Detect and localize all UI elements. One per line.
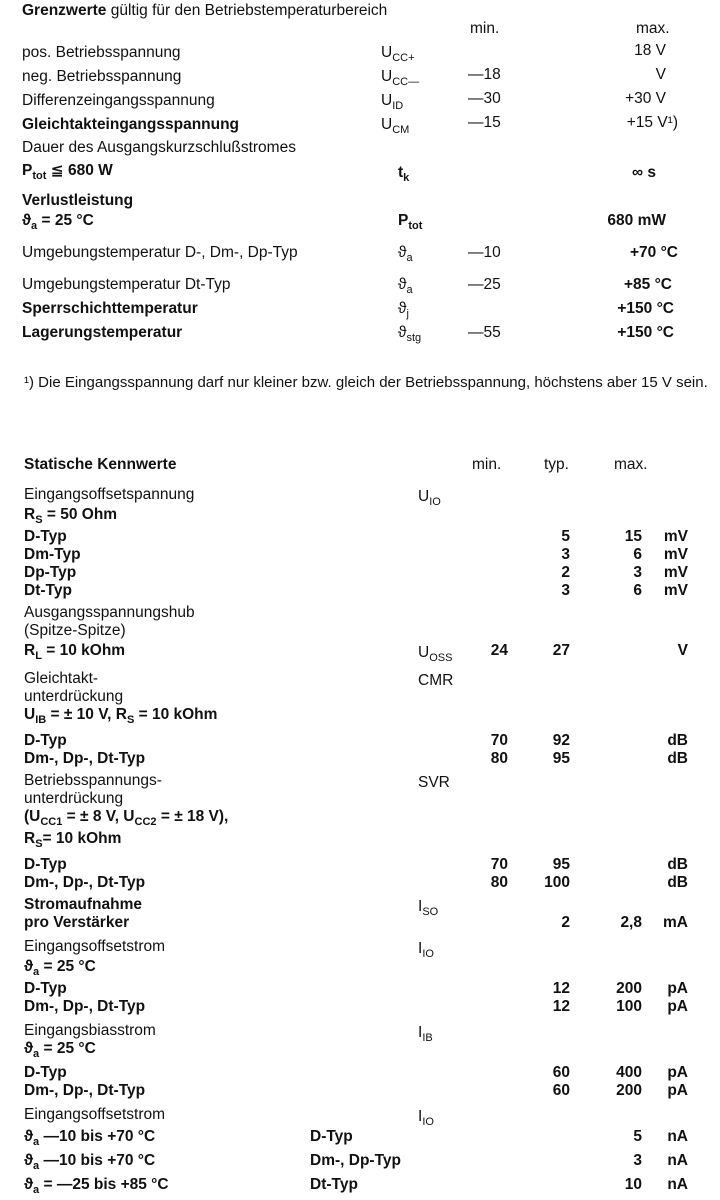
static-row-label: $ϑ_a$ —10 bis +70 °C xyxy=(24,1152,156,1172)
limit-label: neg. Betriebsspannung xyxy=(22,68,182,85)
static-row-typ: 92 xyxy=(552,732,570,749)
static-row-typ: 3 xyxy=(561,546,570,563)
limit-max: +15 V¹) xyxy=(626,114,678,131)
footnote: ¹) Die Eingangsspannung darf nur kleiner bzw. gleich der Betriebsspannung, höchstens aber 15 V sein. xyxy=(24,374,708,391)
static-row-label: $ϑ_a = 25$ °C xyxy=(24,1040,96,1060)
static-row-label: D-Typ xyxy=(24,980,67,997)
limits-col-max: max. xyxy=(636,20,670,37)
static-row-label: unterdrückung xyxy=(24,688,124,705)
static-row-typ: 2 xyxy=(561,564,570,581)
static-row-label: Dm-Typ xyxy=(24,546,81,563)
static-row-unit: mV xyxy=(663,528,688,545)
limit-label: Umgebungstemperatur Dt-Typ xyxy=(22,276,231,293)
static-row-label: D-Typ xyxy=(24,1064,67,1081)
static-row-label: D-Typ xyxy=(24,732,67,749)
static-row-label: Betriebsspannungs- xyxy=(24,772,162,789)
static-row-type: Dm-, Dp-Typ xyxy=(310,1152,401,1169)
static-row-unit: nA xyxy=(667,1128,688,1145)
static-row-label: $R_S = 50$ Ohm xyxy=(24,506,118,526)
static-row-unit: mV xyxy=(663,564,688,581)
limit-max: +70 °C xyxy=(630,244,678,261)
static-row-label: Dp-Typ xyxy=(24,564,77,581)
static-row-type: Dt-Typ xyxy=(310,1176,358,1193)
static-row-label: Dm-, Dp-, Dt-Typ xyxy=(24,1082,146,1099)
static-row-label: Eingangsbiasstrom xyxy=(24,1022,156,1039)
static-row-label: Gleichtakt- xyxy=(24,670,99,687)
static-row-max: 200 xyxy=(616,1082,642,1099)
static-row-min: 80 xyxy=(490,750,508,767)
static-row-unit: dB xyxy=(667,750,688,767)
limit-max: 18 V xyxy=(634,42,666,59)
static-row-max: 3 xyxy=(633,564,642,581)
limit-symbol: $U_{CC—}$ xyxy=(381,68,420,88)
limit-symbol: $ϑ_a$ xyxy=(398,244,413,264)
static-row-unit: nA xyxy=(667,1176,688,1193)
limit-symbol: $t_k$ xyxy=(398,164,410,184)
static-row-label: (Spitze-Spitze) xyxy=(24,622,126,639)
static-row-label: $U_{IB}$ = ± 10 V, $R_S = 10$ kOhm xyxy=(24,706,218,726)
static-row-unit: pA xyxy=(667,1082,688,1099)
static-row-label: $ϑ_a$ = —25 bis +85 °C xyxy=(24,1176,169,1196)
static-row-max: 100 xyxy=(616,998,642,1015)
static-row-label: Eingangsoffsetspannung xyxy=(24,486,195,503)
static-row-unit: mV xyxy=(663,582,688,599)
limit-min: —10 xyxy=(468,244,501,261)
static-row-symbol: $I_{SO}$ xyxy=(418,898,439,918)
static-row-typ: 5 xyxy=(561,528,570,545)
static-row-symbol: $U_{OSS}$ xyxy=(418,644,453,664)
limit-min: —25 xyxy=(468,276,501,293)
static-row-typ: 95 xyxy=(552,856,570,873)
static-row-max: 400 xyxy=(616,1064,642,1081)
static-row-typ: 95 xyxy=(552,750,570,767)
static-row-label: unterdrückung xyxy=(24,790,124,807)
limit-label: $P_{tot}$ ≦ 680 W xyxy=(22,162,113,182)
limit-symbol: $ϑ_j$ xyxy=(398,300,409,320)
limit-min: —55 xyxy=(468,324,501,341)
static-row-unit: pA xyxy=(667,998,688,1015)
limit-label: Sperrschichttemperatur xyxy=(22,300,198,317)
static-row-unit: nA xyxy=(667,1152,688,1169)
static-row-symbol: SVR xyxy=(418,774,450,791)
static-row-label: Eingangsoffsetstrom xyxy=(24,938,166,955)
limit-symbol: $ϑ_a$ xyxy=(398,276,413,296)
static-row-label: Dm-, Dp-, Dt-Typ xyxy=(24,874,146,891)
static-row-max: 10 xyxy=(624,1176,642,1193)
limit-symbol: $P_{tot}$ xyxy=(398,212,423,232)
static-row-typ: 27 xyxy=(552,642,570,659)
static-row-max: 2,8 xyxy=(620,914,642,931)
static-row-unit: dB xyxy=(667,874,688,891)
limit-max: ∞ s xyxy=(632,164,656,181)
limit-max: +150 °C xyxy=(617,324,674,341)
limit-label: Differenzeingangsspannung xyxy=(22,92,215,109)
static-row-max: 6 xyxy=(633,582,642,599)
limits-col-min: min. xyxy=(470,20,500,37)
static-row-typ: 12 xyxy=(552,980,570,997)
static-row-unit: pA xyxy=(667,1064,688,1081)
static-row-label: ($U_{CC1}$ = ± 8 V, $U_{CC2}$ = ± 18 V), xyxy=(24,808,229,828)
static-row-typ: 2 xyxy=(561,914,570,931)
limit-max: V xyxy=(655,66,666,83)
limit-label: Verlustleistung xyxy=(22,192,134,209)
static-title: Statische Kennwerte xyxy=(24,456,177,473)
static-row-label: D-Typ xyxy=(24,528,67,545)
limit-label: Lagerungstemperatur xyxy=(22,324,183,341)
static-col-typ: typ. xyxy=(544,456,569,473)
static-row-symbol: $I_{IO}$ xyxy=(418,1108,434,1128)
static-row-label: Stromaufnahme xyxy=(24,896,142,913)
static-row-label: Dm-, Dp-, Dt-Typ xyxy=(24,998,146,1015)
limit-symbol: $U_{CM}$ xyxy=(381,116,410,136)
static-row-max: 6 xyxy=(633,546,642,563)
static-row-label: $R_S= 10$ kOhm xyxy=(24,830,122,850)
static-row-symbol: $U_{IO}$ xyxy=(418,488,441,508)
static-row-label: Dt-Typ xyxy=(24,582,72,599)
limit-label: Umgebungstemperatur D-, Dm-, Dp-Typ xyxy=(22,244,298,261)
limit-max: +150 °C xyxy=(617,300,674,317)
limit-label: $ϑ_a = 25$ °C xyxy=(22,212,94,232)
static-row-unit: V xyxy=(677,642,688,659)
static-row-min: 80 xyxy=(490,874,508,891)
limit-min: —15 xyxy=(468,114,501,131)
static-row-min: 24 xyxy=(490,642,508,659)
limit-max: +85 °C xyxy=(624,276,672,293)
static-row-unit: dB xyxy=(667,732,688,749)
limit-label: pos. Betriebsspannung xyxy=(22,44,181,61)
static-row-unit: mV xyxy=(663,546,688,563)
static-row-label: Ausgangsspannungshub xyxy=(24,604,195,621)
static-col-min: min. xyxy=(472,456,502,473)
static-row-symbol: $I_{IB}$ xyxy=(418,1024,433,1044)
limit-min: —30 xyxy=(468,90,501,107)
limit-symbol: $ϑ_{stg}$ xyxy=(398,324,422,344)
static-row-typ: 12 xyxy=(552,998,570,1015)
static-row-typ: 100 xyxy=(544,874,570,891)
static-row-label: pro Verstärker xyxy=(24,914,130,931)
static-row-typ: 3 xyxy=(561,582,570,599)
static-row-label: D-Typ xyxy=(24,856,67,873)
static-row-label: Dm-, Dp-, Dt-Typ xyxy=(24,750,146,767)
static-row-unit: dB xyxy=(667,856,688,873)
static-row-label: $ϑ_a$ —10 bis +70 °C xyxy=(24,1128,156,1148)
static-row-max: 200 xyxy=(616,980,642,997)
static-row-typ: 60 xyxy=(552,1064,570,1081)
static-row-max: 3 xyxy=(633,1152,642,1169)
static-row-label: Eingangsoffsetstrom xyxy=(24,1106,166,1123)
limits-title: Grenzwerte gültig für den Betriebstemperaturbereich xyxy=(22,2,388,19)
limit-label: Dauer des Ausgangskurzschlußstromes xyxy=(22,139,296,156)
static-row-unit: pA xyxy=(667,980,688,997)
static-row-label: $ϑ_a = 25$ °C xyxy=(24,958,96,978)
static-row-unit: mA xyxy=(663,914,688,931)
limit-min: —18 xyxy=(468,66,501,83)
static-row-symbol: $I_{IO}$ xyxy=(418,940,434,960)
static-row-label: $R_L = 10$ kOhm xyxy=(24,642,126,662)
static-row-max: 15 xyxy=(624,528,642,545)
static-row-max: 5 xyxy=(633,1128,642,1145)
static-row-min: 70 xyxy=(490,856,508,873)
limit-symbol: $U_{CC+}$ xyxy=(381,44,415,64)
static-row-type: D-Typ xyxy=(310,1128,353,1145)
limit-max: +30 V xyxy=(625,90,666,107)
limit-symbol: $U_{ID}$ xyxy=(381,92,404,112)
static-row-typ: 60 xyxy=(552,1082,570,1099)
static-row-symbol: CMR xyxy=(418,672,454,689)
limit-max: 680 mW xyxy=(607,212,666,229)
limit-label: Gleichtakteingangsspannung xyxy=(22,116,240,133)
static-col-max: max. xyxy=(614,456,648,473)
static-row-min: 70 xyxy=(490,732,508,749)
